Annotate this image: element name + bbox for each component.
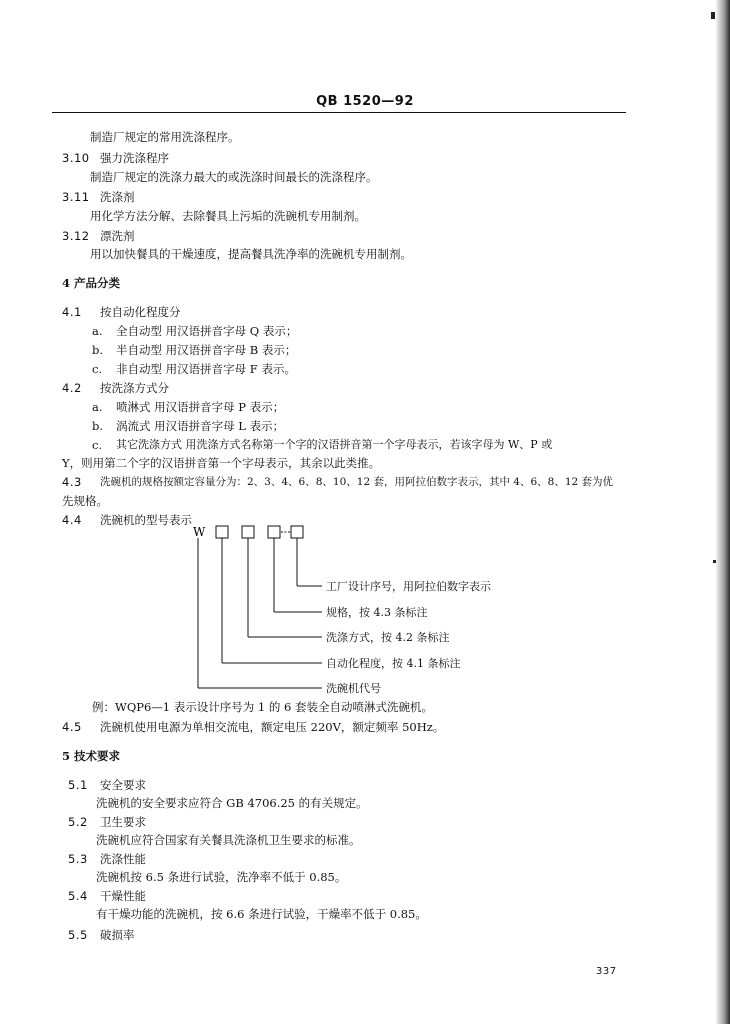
code-box-washing-method — [242, 526, 254, 538]
diagram-label-capacity: 规格，按 4.3 条标注 — [326, 606, 428, 619]
diagram-label-automation: 自动化程度，按 4.1 条标注 — [326, 657, 461, 670]
list-item: 半自动型 用汉语拼音字母 B 表示； — [116, 343, 297, 357]
section-number: 5.1 — [68, 778, 88, 792]
list-item: 非自动型 用汉语拼音字母 F 表示。 — [116, 362, 296, 376]
section-number: 4.1 — [62, 305, 82, 319]
code-box-design-serial — [291, 526, 303, 538]
list-marker: a. — [92, 324, 103, 338]
paragraph: 洗碗机使用电源为单相交流电，额定电压 220V，额定频率 50Hz。 — [100, 720, 445, 734]
paragraph: 用化学方法分解、去除餐具上污垢的洗碗机专用制剂。 — [90, 209, 366, 223]
section-title: 强力洗涤程序 — [100, 151, 169, 165]
section-title: 漂洗剂 — [100, 229, 135, 243]
chapter-heading: 4 产品分类 — [62, 276, 121, 290]
section-title: 干燥性能 — [100, 889, 146, 903]
section-title: 洗涤剂 — [100, 190, 135, 204]
section-title: 洗碗机的型号表示 — [100, 513, 192, 527]
page-number: 337 — [596, 966, 617, 977]
list-item: 全自动型 用汉语拼音字母 Q 表示； — [116, 324, 298, 338]
example-paragraph: 例：WQP6—1 表示设计序号为 1 的 6 套装全自动喷淋式洗碗机。 — [92, 700, 434, 714]
chapter-heading: 5 技术要求 — [62, 749, 121, 763]
paragraph: 洗碗机应符合国家有关餐具洗涤机卫生要求的标准。 — [96, 833, 361, 847]
paragraph-continuation: 先规格。 — [62, 494, 108, 508]
list-marker: b. — [92, 419, 104, 433]
list-marker: c. — [92, 438, 103, 452]
paragraph: 制造厂规定的洗涤力最大的或洗涤时间最长的洗涤程序。 — [90, 170, 378, 184]
section-title: 破损率 — [100, 928, 135, 942]
list-marker: a. — [92, 400, 103, 414]
paragraph: 用以加快餐具的干燥速度，提高餐具洗净率的洗碗机专用制剂。 — [90, 247, 412, 261]
paragraph-continuation: Y，则用第二个字的汉语拼音第一个字母表示，其余以此类推。 — [62, 456, 381, 470]
section-number: 3.10 — [62, 151, 90, 165]
section-title: 洗涤性能 — [100, 852, 146, 866]
paragraph: 洗碗机的安全要求应符合 GB 4706.25 的有关规定。 — [96, 796, 368, 810]
section-number: 5.3 — [68, 852, 88, 866]
list-marker: b. — [92, 343, 104, 357]
section-title: 卫生要求 — [100, 815, 146, 829]
section-number: 3.11 — [62, 190, 90, 204]
section-number: 3.12 — [62, 229, 90, 243]
code-box-capacity — [268, 526, 280, 538]
list-item: 喷淋式 用汉语拼音字母 P 表示； — [116, 400, 285, 414]
section-number: 4.5 — [62, 720, 82, 734]
diagram-label-design-serial: 工厂设计序号，用阿拉伯数字表示 — [326, 580, 491, 593]
paragraph: 有干燥功能的洗碗机，按 6.6 条进行试验，干燥率不低于 0.85。 — [96, 907, 427, 921]
list-item: 其它洗涤方式 用洗涤方式名称第一个字的汉语拼音第一个字母表示，若该字母为 W、P 或 — [116, 438, 553, 451]
diagram-label-washing-method: 洗涤方式，按 4.2 条标注 — [326, 631, 450, 644]
section-number: 5.4 — [68, 889, 88, 903]
paragraph: 洗碗机的规格按额定容量分为：2、3、4、6、8、10、12 套，用阿拉伯数字表示，其中 4、6、8、12 套为优 — [100, 476, 614, 488]
list-item: 涡流式 用汉语拼音字母 L 表示； — [116, 419, 285, 433]
section-title: 安全要求 — [100, 778, 146, 792]
section-title: 按洗涤方式分 — [100, 381, 169, 395]
section-title: 按自动化程度分 — [100, 305, 181, 319]
diagram-label-product-code: 洗碗机代号 — [326, 682, 381, 695]
section-number: 4.4 — [62, 513, 82, 527]
section-number: 4.3 — [62, 475, 82, 489]
section-number: 5.5 — [68, 928, 88, 942]
code-prefix-w: W — [193, 525, 206, 539]
paragraph: 制造厂规定的常用洗涤程序。 — [90, 130, 240, 144]
code-box-automation — [216, 526, 228, 538]
section-number: 5.2 — [68, 815, 88, 829]
paragraph: 洗碗机按 6.5 条进行试验，洗净率不低于 0.85。 — [96, 870, 347, 884]
page-header-standard-code: QB 1520—92 — [316, 94, 414, 109]
section-number: 4.2 — [62, 381, 82, 395]
list-marker: c. — [92, 362, 103, 376]
